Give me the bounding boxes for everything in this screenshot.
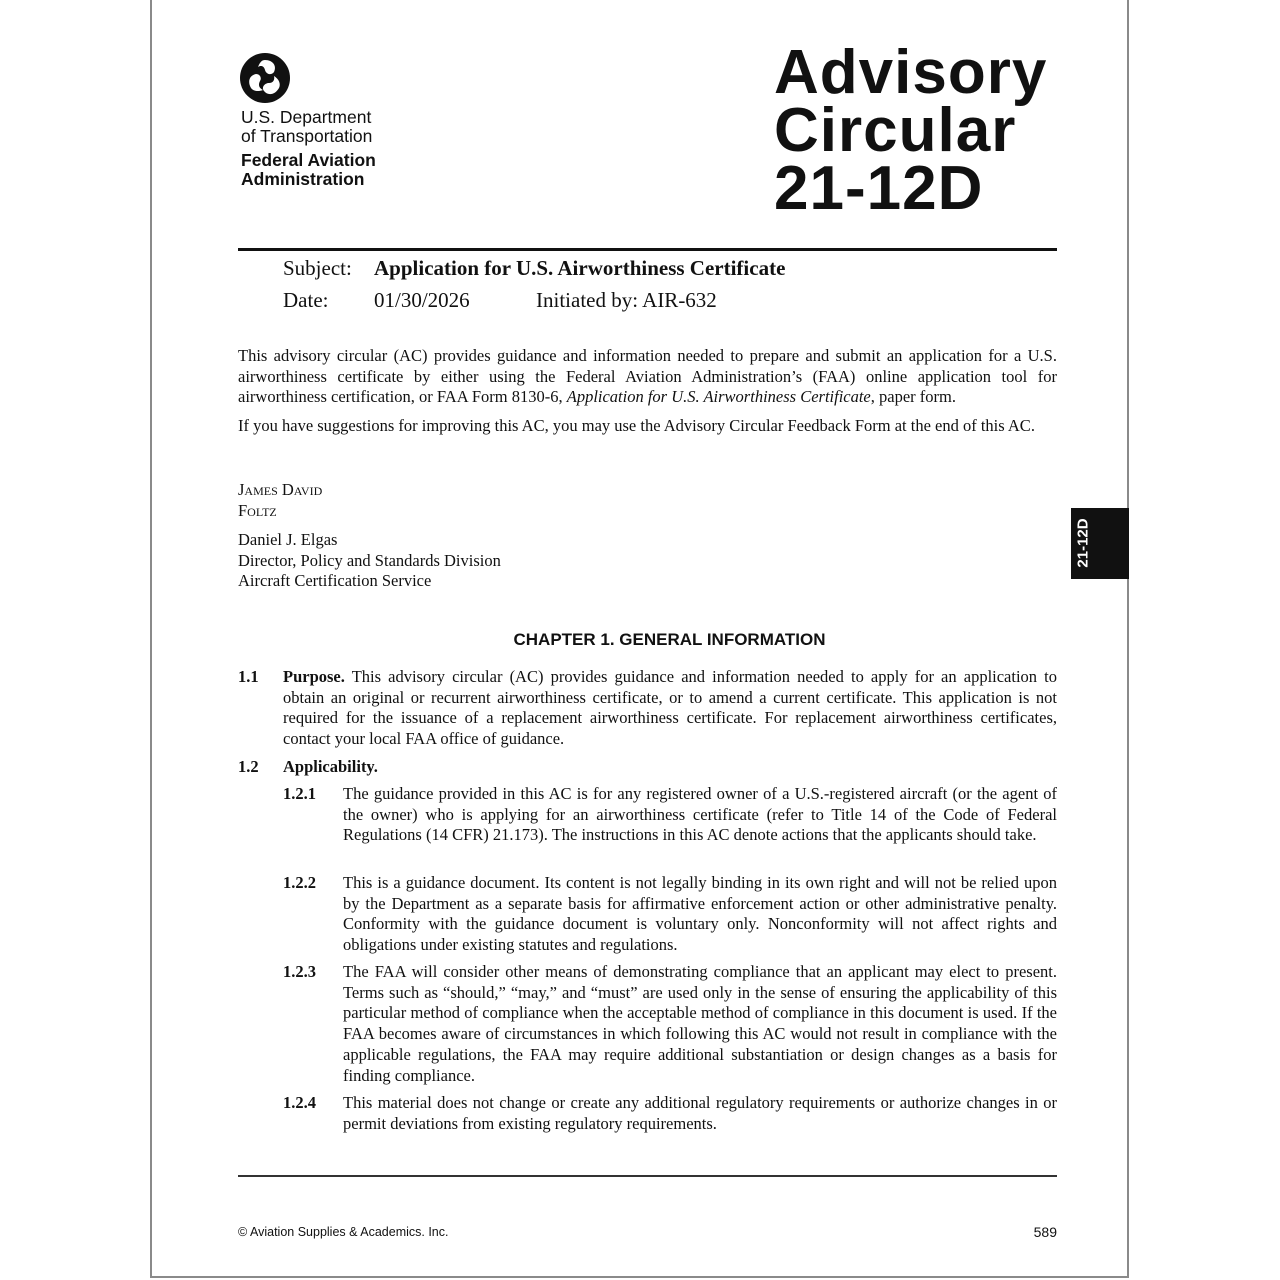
initiated-by: Initiated by: AIR-632 (536, 288, 717, 312)
subject-line (283, 256, 785, 281)
header-divider (238, 248, 1057, 251)
footer-copyright: © Aviation Supplies & Academics. Inc. (238, 1225, 449, 1239)
page-number: 589 (1033, 1224, 1057, 1240)
section-number: 1.2 (238, 757, 259, 776)
date-label: Date: (283, 288, 329, 312)
intro-paragraph: This advisory circular (AC) provides guidance and information needed to prepare and submit an application for a U.S. airworthiness certificate by either using the Federal Aviation Administration’s (FAA) online application tool for airworthiness certification, or FAA Form 8130-6, Application for U.S. Airworthiness Certificate, paper form. (238, 346, 1057, 407)
subject-value: Application for U.S. Airworthiness Certificate (374, 256, 786, 280)
subject-label: Subject: (283, 256, 352, 280)
subsection-number: 1.2.2 (283, 873, 316, 892)
section-number: 1.1 (238, 667, 259, 686)
section-purpose: Purpose. This advisory circular (AC) provides guidance and information needed to apply for an application to obtain an original or recurrent airworthiness certificate, or to amend a current certificate. This application is not required for the issuance of a replacement airworthiness certificate. For replacement airworthiness certificates, contact your local FAA office of guidance. (283, 667, 1057, 749)
chapter-heading: CHAPTER 1. GENERAL INFORMATION (513, 630, 826, 649)
form-title: Application for U.S. Airworthiness Certificate (566, 387, 871, 407)
signature-block (238, 530, 1057, 592)
subsection-text: This is a guidance document. Its content is not legally binding in its own right and will not be relied upon by the Department as a separate basis for affirmative enforcement action or other administrative penalty. Conformity with the guidance document is voluntary only. Nonconformity will not affect rights and obligations under existing statutes and regulations. (343, 873, 1057, 955)
signature-name: James David Foltz (238, 480, 323, 520)
subsection-number: 1.2.4 (283, 1093, 316, 1112)
signer-name: Daniel J. Elgas (238, 530, 338, 549)
subsection-text: This material does not change or create any additional regulatory requirements or authorize changes in or permit deviations from existing regulatory requirements. (343, 1093, 1057, 1133)
document-title: Advisory Circular 21-12D (774, 38, 1048, 223)
subsection-text: The guidance provided in this AC is for any registered owner of a U.S.-registered aircraft (or the agent of the owner) who is applying for an airworthiness certificate (refer to Title 14 of the Code of Federal Regulations (14 CFR) 21.173). The instructions in this AC denote actions that the applicants should take. (343, 784, 1057, 845)
signer-role: Director, Policy and Standards Division (238, 550, 501, 570)
subsection-text: The FAA will consider other means of demonstrating compliance that an applicant may elect to present. Terms such as “should,” “may,” and “must” are used only in the sense of ensuring the applicability of this particular method of compliance when the acceptable method of compliance in this document is used. If the FAA becomes aware of circumstances in which following this AC would not result in compliance with the applicable regulations, the FAA may require additional substantiation or design changes as a basis for finding compliance. (343, 962, 1057, 1085)
feedback-paragraph: If you have suggestions for improving this AC, you may use the Advisory Circular Feedback Form at the end of this AC. (238, 416, 1035, 435)
date-line (283, 288, 717, 313)
date-value: 01/30/2026 (374, 288, 470, 312)
subsection-number: 1.2.3 (283, 962, 316, 981)
section-applicability-heading: Applicability. (283, 757, 378, 776)
subsection-number: 1.2.1 (283, 784, 316, 803)
department-name: U.S. Department of Transportation (241, 107, 373, 146)
agency-name: Federal Aviation Administration (241, 150, 376, 189)
footer-divider (238, 1175, 1057, 1177)
signer-office: Aircraft Certification Service (238, 571, 432, 591)
dot-logo-icon (239, 52, 291, 104)
side-tab-label: 21-12D (1074, 518, 1092, 568)
